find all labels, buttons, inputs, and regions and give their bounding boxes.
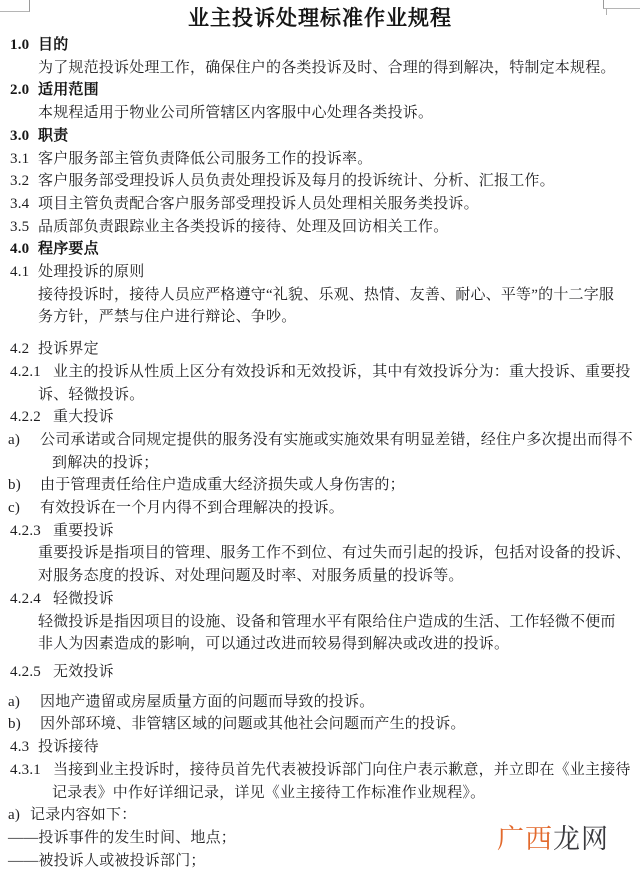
doc-line-3.4 [0,193,640,216]
doc-line-text: 客户服务部主管负责降低公司服务工作的投诉率。 [38,150,373,167]
doc-line-4.2 [0,338,640,361]
doc-line-text: 轻微投诉 [53,590,114,607]
doc-line-2.0 [0,79,640,102]
doc-line-text: 非人为因素造成的影响，可以通过改进而较易得到解决或改进的投诉。 [38,636,510,653]
doc-line-number: c) [8,500,21,517]
doc-line-text: 业主的投诉从性质上区分有效投诉和无效投诉，其中有效投诉分为：重大投诉、重要投 [53,363,631,380]
doc-line-22 [0,542,640,565]
doc-line-number: b) [8,716,21,733]
doc-line-number: 4.3 [10,739,30,756]
doc-line-text: 公司承诺或合同规定提供的服务没有实施或实施效果有明显差错，经住户多次提出而得不 [40,431,633,448]
doc-line-18 [0,452,640,475]
doc-line-c [0,497,640,520]
doc-line-text: 当接到业主投诉时，接待员首先代表被投诉部门向住户表示歉意，并立即在《业主接待 [53,761,631,778]
doc-line-number: 4.3.1 [10,761,41,778]
doc-line-text: 记录内容如下： [30,807,137,824]
doc-line-text: 职责 [38,127,69,144]
doc-line-11 [0,284,640,307]
doc-line-32 [0,782,640,805]
doc-line-text: 因地产遗留或房屋质量方面的问题而导致的投诉。 [40,693,375,710]
doc-line-text: 为了规范投诉处理工作，确保住户的各类投诉及时、合理的得到解决，特制定本规程。 [38,59,616,76]
doc-line-b [0,474,640,497]
doc-line-number: 3.4 [10,195,30,212]
doc-line-number: b) [8,477,21,494]
page-title: 业主投诉处理标准作业规程 [188,6,452,30]
doc-line-a [0,691,640,714]
doc-line-text: 诉、轻微投诉。 [38,386,145,403]
doc-line-1 [0,57,640,80]
doc-line-a [0,429,640,452]
doc-line-text: 项目主管负责配合客户服务部受理投诉人员处理相关服务类投诉。 [38,195,479,212]
doc-line-text: 重要投诉 [53,522,114,539]
doc-line-b [0,713,640,736]
doc-line-text: 品质部负责跟踪业主各类投诉的接待、处理及回访相关工作。 [38,218,449,235]
doc-line-23 [0,565,640,588]
doc-line-number: 2.0 [10,82,30,99]
watermark [497,824,609,854]
doc-line-text: 由于管理责任给住户造成重大经济损失或人身伤害的； [40,477,405,494]
doc-line-4.2.5 [0,661,640,684]
doc-line-4.2.4 [0,588,640,611]
doc-line-number: a) [8,431,21,448]
doc-line-4.1 [0,261,640,284]
doc-line-text: 有效投诉在一个月内得不到合理解决的投诉。 [40,500,345,517]
doc-line-text: 重要投诉是指项目的管理、服务工作不到位、有过失而引起的投诉，包括对设备的投诉、 [38,545,631,562]
doc-line-number: 4.2 [10,341,30,358]
doc-line-number: 4.2.2 [10,409,41,426]
doc-line-3.5 [0,216,640,239]
doc-line-3 [0,102,640,125]
doc-line-number: 4.0 [10,241,30,258]
watermark-orange-text: 广西 [497,824,553,854]
doc-line-text: 务方针，严禁与住户进行辩论、争吵。 [38,309,297,326]
doc-line-12 [0,306,640,329]
doc-line-15 [0,384,640,407]
doc-line-text: 投诉接待 [38,739,99,756]
doc-line-1.0 [0,34,640,57]
doc-line-text: 程序要点 [38,241,99,258]
doc-line-4.2.1 [0,361,640,384]
doc-line-number: a) [8,807,21,824]
doc-line-number: 3.2 [10,173,30,190]
doc-line-3.1 [0,148,640,171]
doc-line-4.2.3 [0,520,640,543]
doc-line-text: ——被投诉人或被投诉部门； [8,852,206,869]
doc-line-text: 因外部环境、非管辖区域的问题或其他社会问题而产生的投诉。 [40,716,466,733]
doc-line-4.0 [0,238,640,261]
watermark-dark-text: 龙网 [553,824,609,854]
doc-line-text: 客户服务部受理投诉人员负责处理投诉及每月的投诉统计、分析、汇报工作。 [38,173,555,190]
doc-line-4.3 [0,736,640,759]
doc-line-text: 本规程适用于物业公司所管辖区内客服中心处理各类投诉。 [38,105,434,122]
doc-line-text: 重大投诉 [53,409,114,426]
doc-line-25 [0,611,640,634]
doc-line-number: 3.0 [10,127,30,144]
doc-line-text: 轻微投诉是指因项目的设施、设备和管理水平有限给住户造成的生活、工作轻微不便而 [38,613,616,630]
doc-line-3.2 [0,170,640,193]
doc-line-text: 接待投诉时，接待人员应严格遵守“礼貌、乐观、热情、友善、耐心、平等”的十二字服 [38,286,615,303]
doc-line-number: 4.2.4 [10,590,41,607]
doc-line-text: ——投诉事件的发生时间、地点； [8,829,237,846]
document-body [0,34,640,872]
doc-line-3.0 [0,125,640,148]
doc-line-number: a) [8,693,21,710]
doc-line-number: 4.2.3 [10,522,41,539]
doc-line-4.3.1 [0,759,640,782]
doc-line-text: 到解决的投诉； [52,454,159,471]
doc-line-text: 目的 [38,37,69,53]
doc-line-text: 记录表》中作好详细记录，详见《业主接待工作标准作业规程》。 [52,784,486,801]
doc-line-text: 投诉界定 [38,341,99,358]
doc-line-number: 3.1 [10,150,30,167]
doc-line-number: 4.2.5 [10,663,41,680]
doc-line-26 [0,633,640,656]
doc-line-text: 无效投诉 [53,663,114,680]
doc-line-text: 适用范围 [38,82,99,99]
doc-line-number: 1.0 [10,37,30,53]
doc-line-number: 4.2.1 [10,363,41,380]
doc-line-number: 4.1 [10,264,30,281]
doc-line-number: 3.5 [10,218,30,235]
doc-line-4.2.2 [0,406,640,429]
doc-line-text: 对服务态度的投诉、对处理问题及时率、对服务质量的投诉等。 [38,568,464,585]
doc-line-text: 处理投诉的原则 [38,264,145,281]
